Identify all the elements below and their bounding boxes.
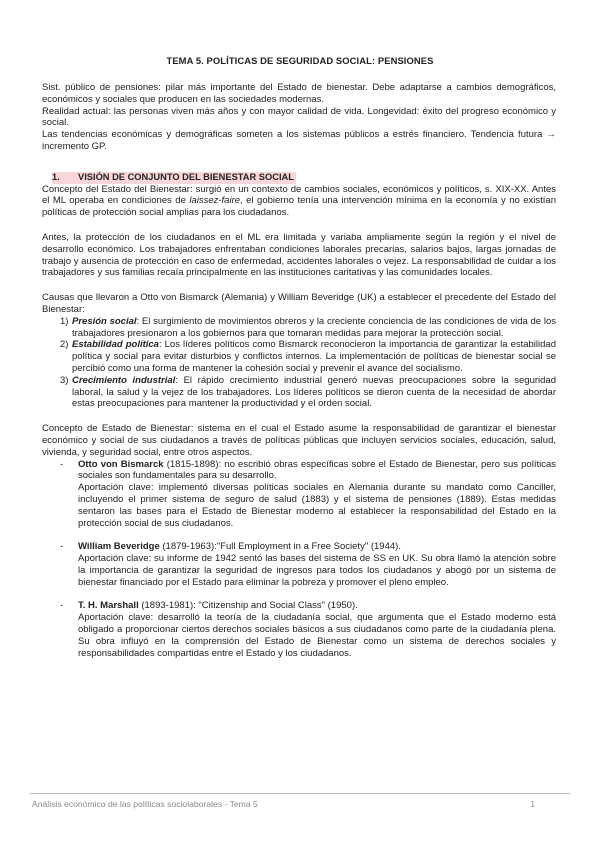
author-name: T. H. Marshall bbox=[78, 600, 139, 612]
section-1-paragraph-2: Antes, la protección de los ciudadanos en el ML era limitada y variaba ampliamente según la región y el nivel de desarrollo económico. Los trabajadores enfrentaban condiciones laborales precarias, salarios bajos, largas jornadas de trabajo y ausencia de protección en caso de enfermedad, accidentes laborales o vejez. La responsabilidad de cuidar a los trabajadores y sus familias recaía principalmente en las instituciones caritativas y las comunidades locales. bbox=[42, 231, 556, 279]
author-heading bbox=[78, 600, 556, 612]
section-1-paragraph-4: Concepto de Estado de Bienestar: sistema en el cual el Estado asume la responsabilidad de garantizar el bienestar económico y social de sus ciudadanos a través de políticas públicas que incluyen servicios sociales, educación, salud, vivienda, y seguridad social, entre otros aspectos. bbox=[42, 423, 556, 458]
author-heading bbox=[78, 541, 556, 553]
intro-paragraph-3: Las tendencias económicas y demográficas someten a los sistemas públicos a estrés financiero. Tendencia futura → incremento GP. bbox=[42, 129, 556, 152]
section-1-paragraph-1 bbox=[42, 184, 556, 219]
intro-paragraph-2: Realidad actual: las personas viven más años y con mayor calidad de vida. Longevidad: éxito del progreso económico y social. bbox=[42, 105, 556, 129]
list-dash: - bbox=[60, 541, 64, 553]
cause-text: : El rápido crecimiento industrial generó nuevas preocupaciones sobre la seguridad laboral, la salud y la vejez de los trabajadores. Los líderes políticos se dieron cuenta de la necesidad de abordar estas preocupaciones para mantener la productividad y el orden social. bbox=[72, 374, 556, 410]
author-detail: (1893-1981): "Citizenship and Social Class" (1950). bbox=[138, 600, 358, 612]
cause-text: : Los líderes políticos como Bismarck reconocieron la importancia de garantizar la estabilidad política y social para evitar disturbios y conflictos internos. La implementación de políticas de bienestar social se percibió como una forma de mantener la cohesión social y prevenir el avance del socialismo. bbox=[72, 339, 556, 374]
cause-marker: 2) bbox=[60, 339, 69, 351]
author-item-bismarck bbox=[42, 459, 556, 530]
section-heading: VISIÓN DE CONJUNTO DEL BIENESTAR SOCIAL bbox=[78, 171, 294, 182]
cause-marker: 3) bbox=[60, 374, 69, 386]
author-heading bbox=[78, 459, 556, 483]
section-1-highlight bbox=[52, 172, 296, 184]
cause-term: Presión social bbox=[72, 315, 137, 327]
author-contribution: Aportación clave: su informe de 1942 sentó las bases del sistema de SS en UK. Su obra llamó la atención sobre la importancia de garantizar la seguridad de ingresos para todos los ciudadanos y abogó por un sistema de bienestar financiado por el Estado para eliminar la pobreza y promover el pleno empleo. bbox=[78, 553, 556, 588]
footer-divider bbox=[30, 793, 570, 794]
page-number: 1 bbox=[530, 799, 535, 809]
author-contribution: Aportación clave: implementó diversas políticas sociales en Alemania durante su mandato como Canciller, incluyendo el primer sistema de seguro de salud (1883) y el sistema de pensiones (1889). Estas medidas sentaron las bases para el Estado de Bienestar moderno al establecer la responsabilidad del Estado en la protección social de sus ciudadanos. bbox=[78, 482, 556, 529]
cause-text: : El surgimiento de movimientos obreros y la creciente conciencia de las condiciones de vida de los trabajadores presionaron a los gobiernos para que tomaran medidas para mejorar la protección social. bbox=[72, 315, 556, 339]
author-item-beveridge bbox=[42, 541, 556, 588]
author-detail: (1815-1898): no escribió obras específicas sobre el Estado de Bienestar, pero sus políticas sociales son fundamentales para su desarrollo. bbox=[78, 458, 557, 482]
section-1-paragraph-3: Causas que llevaron a Otto von Bismarck (Alemania) y William Beveridge (UK) a establecer el precedente del Estado del Bienestar: bbox=[42, 292, 556, 315]
footer-text: Análisis económico de las políticas sociolaborales - Tema 5 bbox=[32, 799, 258, 809]
authors-list bbox=[42, 459, 556, 660]
author-contribution: Aportación clave: desarrolló la teoría de la ciudadanía social, que argumenta que el Estado moderno está obligado a proporcionar ciertos derechos sociales básicos a sus ciudadanos como parte de la ciudadanía plena. Su obra influyó en la comprensión del Estado de Bienestar como un sistema de derechos sociales y responsabilidades compartidas entre el Estado y los ciudadanos. bbox=[78, 612, 556, 659]
author-name: Otto von Bismarck bbox=[78, 458, 164, 470]
cause-item-3 bbox=[42, 375, 556, 410]
cause-marker: 1) bbox=[60, 315, 69, 327]
cause-term: Estabilidad política bbox=[72, 339, 159, 351]
document-title: TEMA 5. POLÍTICAS DE SEGURIDAD SOCIAL: PENSIONES bbox=[166, 55, 434, 66]
section-1-header bbox=[52, 172, 556, 184]
cause-term: Crecimiento industrial bbox=[72, 374, 176, 386]
p1-text-before: Concepto del Estado del Bienestar: surgió en un contexto de cambios sociales, económicos y políticos, s. XIX-XX. Antes el ML operaba en condiciones de bbox=[42, 183, 556, 207]
laissez-faire-term: laissez-faire bbox=[189, 195, 241, 207]
cause-item-2 bbox=[42, 339, 556, 374]
document-body bbox=[42, 82, 556, 670]
author-item-marshall bbox=[42, 600, 556, 659]
p1-text-after: , el gobierno tenía una intervención mínima en la economía y no existían políticas de protección social amplias para los ciudadanos. bbox=[42, 195, 556, 219]
causes-list bbox=[42, 316, 556, 410]
author-name: William Beveridge bbox=[78, 541, 160, 553]
cause-item-1 bbox=[42, 316, 556, 340]
author-detail: (1879-1963):"Full Employment in a Free Society" (1944). bbox=[159, 541, 401, 553]
section-number: 1. bbox=[52, 171, 60, 182]
list-dash: - bbox=[60, 600, 64, 612]
list-dash: - bbox=[60, 458, 64, 470]
intro-paragraph-1: Sist. público de pensiones: pilar más importante del Estado de bienestar. Debe adaptarse a cambios demográficos, económicos y sociales que producen en las sociedades modernas. bbox=[42, 82, 556, 105]
